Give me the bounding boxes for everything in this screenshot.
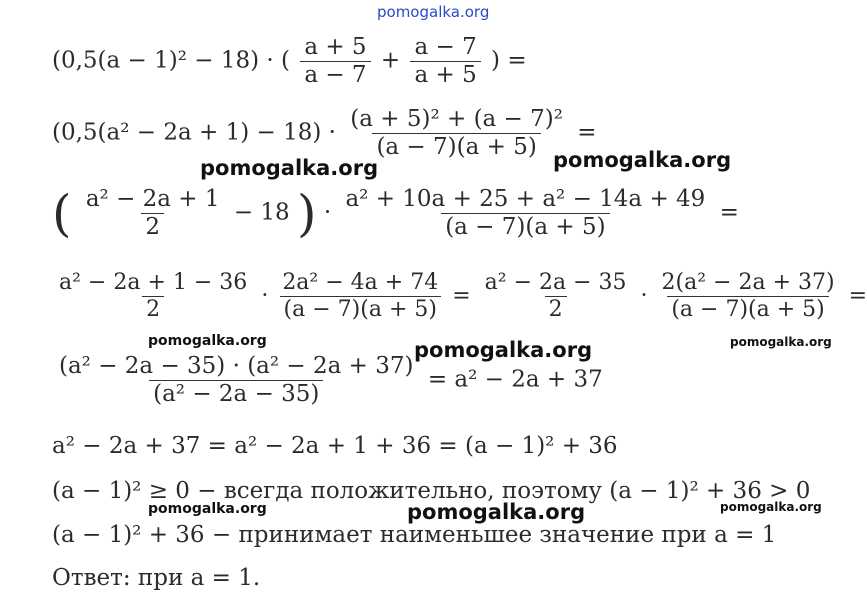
fraction-denominator: 2 (545, 296, 567, 321)
fraction-denominator: 2 (141, 213, 164, 239)
close-paren: ) (297, 184, 317, 243)
fraction-numerator: 2(a² − 2a + 37) (661, 270, 835, 295)
fraction-numerator: a − 7 (414, 34, 477, 60)
fraction-numerator: (a + 5)² + (a − 7)² (350, 106, 563, 132)
expression-line-4 (52, 272, 867, 321)
answer-line: Ответ: при a = 1. (52, 565, 261, 591)
watermark-1: pomogalka.org (200, 156, 379, 180)
fraction-numerator: 2a² − 4a + 74 (282, 270, 439, 295)
watermark-4: pomogalka.org (414, 338, 593, 362)
expression-line-8: (a − 1)² + 36 − принимает наименьшее значение при a = 1 (52, 522, 777, 548)
line3-suffix: = (719, 199, 739, 226)
equals-sign: = (452, 283, 471, 309)
watermark-7: pomogalka.org (407, 500, 586, 524)
fraction-2 (278, 272, 442, 321)
fraction-1 (55, 272, 251, 321)
fraction-numerator: (a² − 2a − 35) · (a² − 2a + 37) (59, 353, 414, 379)
expression-line-7: (a − 1)² ≥ 0 − всегда положительно, поэтому (a − 1)² + 36 > 0 (52, 478, 811, 504)
open-paren: ( (52, 184, 72, 243)
expression-line-3 (52, 184, 739, 243)
line4-suffix: = (848, 283, 867, 309)
fraction-numerator: a² − 2a + 1 − 36 (59, 270, 248, 295)
dot-operator: · (261, 283, 269, 309)
fraction-denominator: (a − 7)(a + 5) (372, 133, 540, 159)
watermark-6: pomogalka.org (148, 501, 267, 517)
plus-sign: + (380, 47, 401, 74)
fraction-denominator: (a − 7)(a + 5) (667, 296, 828, 321)
fraction-numerator: a² + 10a + 25 + a² − 14a + 49 (345, 186, 706, 212)
fraction-1 (55, 355, 418, 406)
fraction-2 (341, 188, 709, 239)
fraction-numerator: a² − 2a − 35 (484, 270, 627, 295)
fraction-denominator: (a − 7)(a + 5) (280, 296, 441, 321)
expression-line-5 (52, 355, 603, 406)
expression-line-2 (52, 108, 597, 159)
watermark-2: pomogalka.org (553, 148, 732, 172)
fraction-2 (410, 36, 480, 87)
watermark-8: pomogalka.org (720, 500, 822, 514)
line1-suffix: ) = (491, 47, 527, 74)
fraction-1 (82, 188, 224, 239)
line5-suffix: = a² − 2a + 37 (427, 366, 603, 393)
fraction-denominator: (a² − 2a − 35) (149, 380, 323, 406)
fraction-denominator: a + 5 (410, 61, 480, 87)
line2-prefix: (0,5(a² − 2a + 1) − 18) · (52, 119, 336, 146)
fraction-1 (346, 108, 567, 159)
line2-suffix: = (577, 119, 597, 146)
fraction-4 (658, 272, 839, 321)
fraction-denominator: a − 7 (300, 61, 370, 87)
line1-prefix: (0,5(a − 1)² − 18) · ( (52, 47, 290, 74)
fraction-1 (300, 36, 370, 87)
watermark-5: pomogalka.org (730, 335, 832, 349)
fraction-numerator: a + 5 (304, 34, 367, 60)
fraction-denominator: (a − 7)(a + 5) (441, 213, 609, 239)
fraction-denominator: 2 (142, 296, 164, 321)
expression-line-1 (52, 36, 527, 87)
expression-line-6: a² − 2a + 37 = a² − 2a + 1 + 36 = (a − 1)² + 36 (52, 433, 618, 459)
fraction-numerator: a² − 2a + 1 (85, 186, 220, 212)
dot-operator: · (323, 199, 332, 226)
dot-operator: · (640, 283, 648, 309)
watermark-top: pomogalka.org (377, 3, 490, 21)
watermark-3: pomogalka.org (148, 333, 267, 349)
minus-term: − 18 (233, 199, 290, 226)
fraction-3 (481, 272, 631, 321)
